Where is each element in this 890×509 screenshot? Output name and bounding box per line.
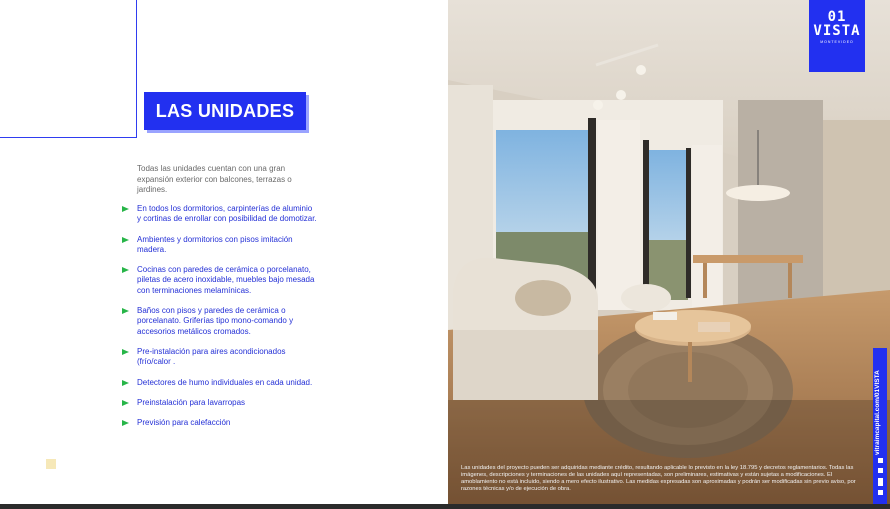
green-arrow-icon [122, 267, 129, 273]
green-arrow-icon [122, 206, 129, 212]
interior-render-photo [448, 0, 890, 504]
decorative-vertical-line [136, 0, 137, 138]
feature-item: Previsión para calefacción [122, 418, 318, 428]
brand-logo: 01 VISTA MONTEVIDEO [809, 0, 865, 72]
feature-item: Baños con pisos y paredes de cerámica o porcelanato. Griferías tipo mono-comando y accesorios metálicos cromados. [122, 306, 318, 337]
feature-item: Preinstalación para lavarropas [122, 398, 318, 408]
website-url[interactable]: vitraimcapital.com/01VISTA [874, 370, 881, 455]
decorative-square [46, 459, 56, 469]
features-list [122, 204, 318, 438]
feature-item: En todos los dormitorios, carpinterías de aluminio y cortinas de enrollar con posibilidad de domotizar. [122, 204, 318, 225]
feature-item: Pre-instalación para aires acondicionados (frío/calor . [122, 347, 318, 368]
green-arrow-icon [122, 420, 129, 426]
green-arrow-icon [122, 400, 129, 406]
legal-disclaimer: Las unidades del proyecto pueden ser adquiridas mediante crédito, resultando aplicable lo previsto en la ley 18.795 y decretos reglamentarios. Todas las imágenes, descripciones y terminaciones de las unidades aquí representadas, son preliminares, estimativas y están sujetas a modificaciones. El amoblamiento no está incluido, siendo a mero efecto ilustrativo. Las medidas expresadas son aproximadas y podrán ser modificadas sin previo aviso, por razones técnicas y/o de ejecución de obra. [461, 465, 856, 492]
feature-item: Detectores de humo individuales en cada unidad. [122, 378, 318, 388]
intro-text: Todas las unidades cuentan con una gran expansión exterior con balcones, terrazas o jardines. [137, 164, 292, 194]
green-arrow-icon [122, 237, 129, 243]
decorative-horizontal-line [0, 137, 137, 138]
green-arrow-icon [122, 349, 129, 355]
section-title: LAS UNIDADES [155, 100, 295, 121]
living-room-illustration [448, 0, 890, 504]
feature-item: Ambientes y dormitorios con pisos imitación madera. [122, 235, 318, 256]
green-arrow-icon [122, 308, 129, 314]
feature-item: Cocinas con paredes de cerámica o porcelanato, piletas de acero inoxidable, muebles bajo mesada con terminaciones melamínicas. [122, 265, 318, 296]
section-title-box [144, 92, 306, 130]
green-arrow-icon [122, 380, 129, 386]
bottom-edge-bar [0, 504, 890, 509]
